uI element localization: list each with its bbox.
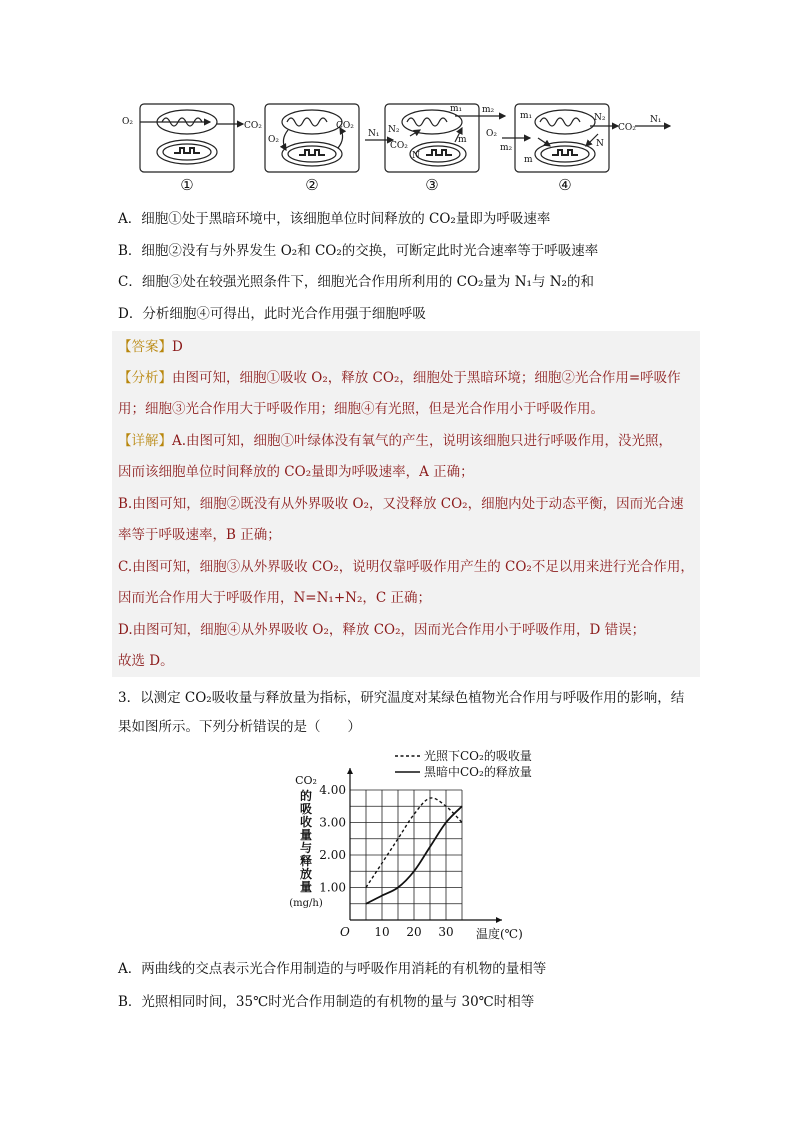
- analysis-tag: 【分析】: [118, 370, 172, 386]
- y-axis-label-unit: (mg/h): [289, 898, 323, 909]
- y-axis-label-char: 放: [299, 867, 313, 881]
- y-axis-label-char: 吸: [299, 802, 313, 816]
- question3-line-1: 3．以测定 CO₂吸收量与释放量为指标，研究温度对某绿色植物光合作用与呼吸作用的影响，结: [118, 690, 685, 706]
- c3-n: N: [412, 151, 420, 161]
- option3-b: B．光照相同时间，35℃时光合作用制造的有机物的量与 30℃时相等: [118, 994, 535, 1010]
- cell-3-label: ③: [425, 176, 439, 194]
- detail-text-1: A.由图可知，细胞①叶绿体没有氧气的产生，说明该细胞只进行呼吸作用，没光照，: [172, 433, 673, 449]
- y-tick-label: 1.00: [319, 880, 346, 895]
- c4-m: m: [524, 155, 533, 165]
- analysis-line-1: [118, 369, 681, 387]
- y-axis-label-char: 与: [299, 841, 313, 855]
- answer-line: [118, 338, 183, 356]
- cell-1-label: ①: [180, 176, 194, 194]
- c2-o2: O₂: [268, 135, 279, 145]
- c4-m1: m₁: [520, 111, 533, 121]
- c4-co2: CO₂: [618, 123, 636, 133]
- c3-n1: N₁: [368, 129, 380, 139]
- detail-line-4: 率等于呼吸速率，B 正确；: [118, 527, 281, 543]
- y-axis-label-char: 释: [299, 854, 313, 868]
- y-tick-label: 4.00: [319, 783, 346, 797]
- c4-n2: N₂: [594, 113, 606, 123]
- y-tick-label: 2.00: [319, 848, 346, 862]
- c3-m2: m₂: [482, 105, 495, 115]
- y-axis-label-char: 的: [299, 789, 313, 803]
- legend-label-1: 光照下CO₂的吸收量: [424, 749, 532, 763]
- x-axis-label: 温度(℃): [476, 927, 523, 941]
- y-axis-label-char: 量: [299, 880, 313, 894]
- cell-4-label: ④: [558, 176, 572, 194]
- c4-n: N: [596, 139, 604, 149]
- cell-diagram: [110, 96, 690, 196]
- c3-co2: CO₂: [390, 141, 408, 151]
- answer-tag: 【答案】: [118, 339, 172, 355]
- y-axis-arrow: [347, 768, 353, 774]
- c1-o2: O₂: [122, 117, 133, 127]
- c1-co2: CO₂: [244, 121, 262, 131]
- detail-line-2: 因而该细胞单位时间释放的 CO₂量即为呼吸速率，A 正确；: [118, 464, 474, 480]
- c3-n2: N₂: [388, 125, 400, 135]
- c3-m1: m₁: [450, 104, 463, 114]
- option3-a: A．两曲线的交点表示光合作用制造的与呼吸作用消耗的有机物的量相等: [118, 961, 547, 977]
- y-axis-label-char: 量: [299, 828, 313, 842]
- cell-1: [140, 104, 243, 172]
- detail-line-7: D.由图可知，细胞④从外界吸收 O₂，释放 CO₂，因而光合作用小于呼吸作用，D 错误；: [118, 622, 646, 638]
- analysis-line-2: 用；细胞③光合作用大于呼吸作用；细胞④有光照，但是光合作用小于呼吸作用。: [118, 401, 604, 417]
- detail-line-3: B.由图可知，细胞②既没有从外界吸收 O₂，又没释放 CO₂，细胞内处于动态平衡，因而光合速: [118, 496, 684, 512]
- c2-co2: CO₂: [336, 121, 354, 131]
- cell-2: [265, 104, 359, 172]
- detail-line-8: 故选 D。: [118, 653, 174, 669]
- detail-line-1: [118, 432, 672, 450]
- y-axis-label-char: 收: [299, 815, 313, 829]
- option-a: A．细胞①处于黑暗环境中，该细胞单位时间释放的 CO₂量即为呼吸速率: [118, 211, 551, 227]
- detail-line-5: C.由图可知，细胞③从外界吸收 CO₂，说明仅靠呼吸作用产生的 CO₂不足以用来进行光合作用，: [118, 559, 694, 575]
- detail-line-6: 因而光合作用大于呼吸作用，N=N₁+N₂，C 正确；: [118, 590, 432, 606]
- c3-m: m: [458, 135, 467, 145]
- x-tick-label: 20: [406, 925, 422, 939]
- analysis-text-1: 由图可知，细胞①吸收 O₂，释放 CO₂，细胞处于黑暗环境；细胞②光合作用=呼吸作: [172, 370, 681, 386]
- c4-m2: m₂: [500, 143, 513, 153]
- cell-2-label: ②: [305, 176, 319, 194]
- x-axis-arrow: [496, 917, 502, 923]
- y-tick-label: 3.00: [319, 815, 346, 830]
- option-b: B．细胞②没有与外界发生 O₂和 CO₂的交换，可断定此时光合速率等于呼吸速率: [118, 243, 599, 259]
- x-tick-label: 30: [438, 925, 454, 939]
- detail-tag: 【详解】: [118, 433, 172, 449]
- c4-n1: N₁: [650, 115, 662, 125]
- co2-chart: [280, 748, 540, 948]
- x-tick-label: 10: [374, 925, 390, 939]
- option-c: C．细胞③处在较强光照条件下，细胞光合作用所利用的 CO₂量为 N₁与 N₂的和: [118, 274, 594, 290]
- c4-o2: O₂: [486, 129, 497, 139]
- origin-label: O: [340, 925, 350, 939]
- answer-value: D: [172, 339, 183, 355]
- y-axis-label-co2: CO₂: [295, 774, 317, 787]
- question3-line-2: 果如图所示。下列分析错误的是（ ）: [118, 719, 361, 735]
- legend-label-2: 黑暗中CO₂的释放量: [424, 765, 532, 779]
- option-d: D．分析细胞④可得出，此时光合作用强于细胞呼吸: [118, 306, 426, 322]
